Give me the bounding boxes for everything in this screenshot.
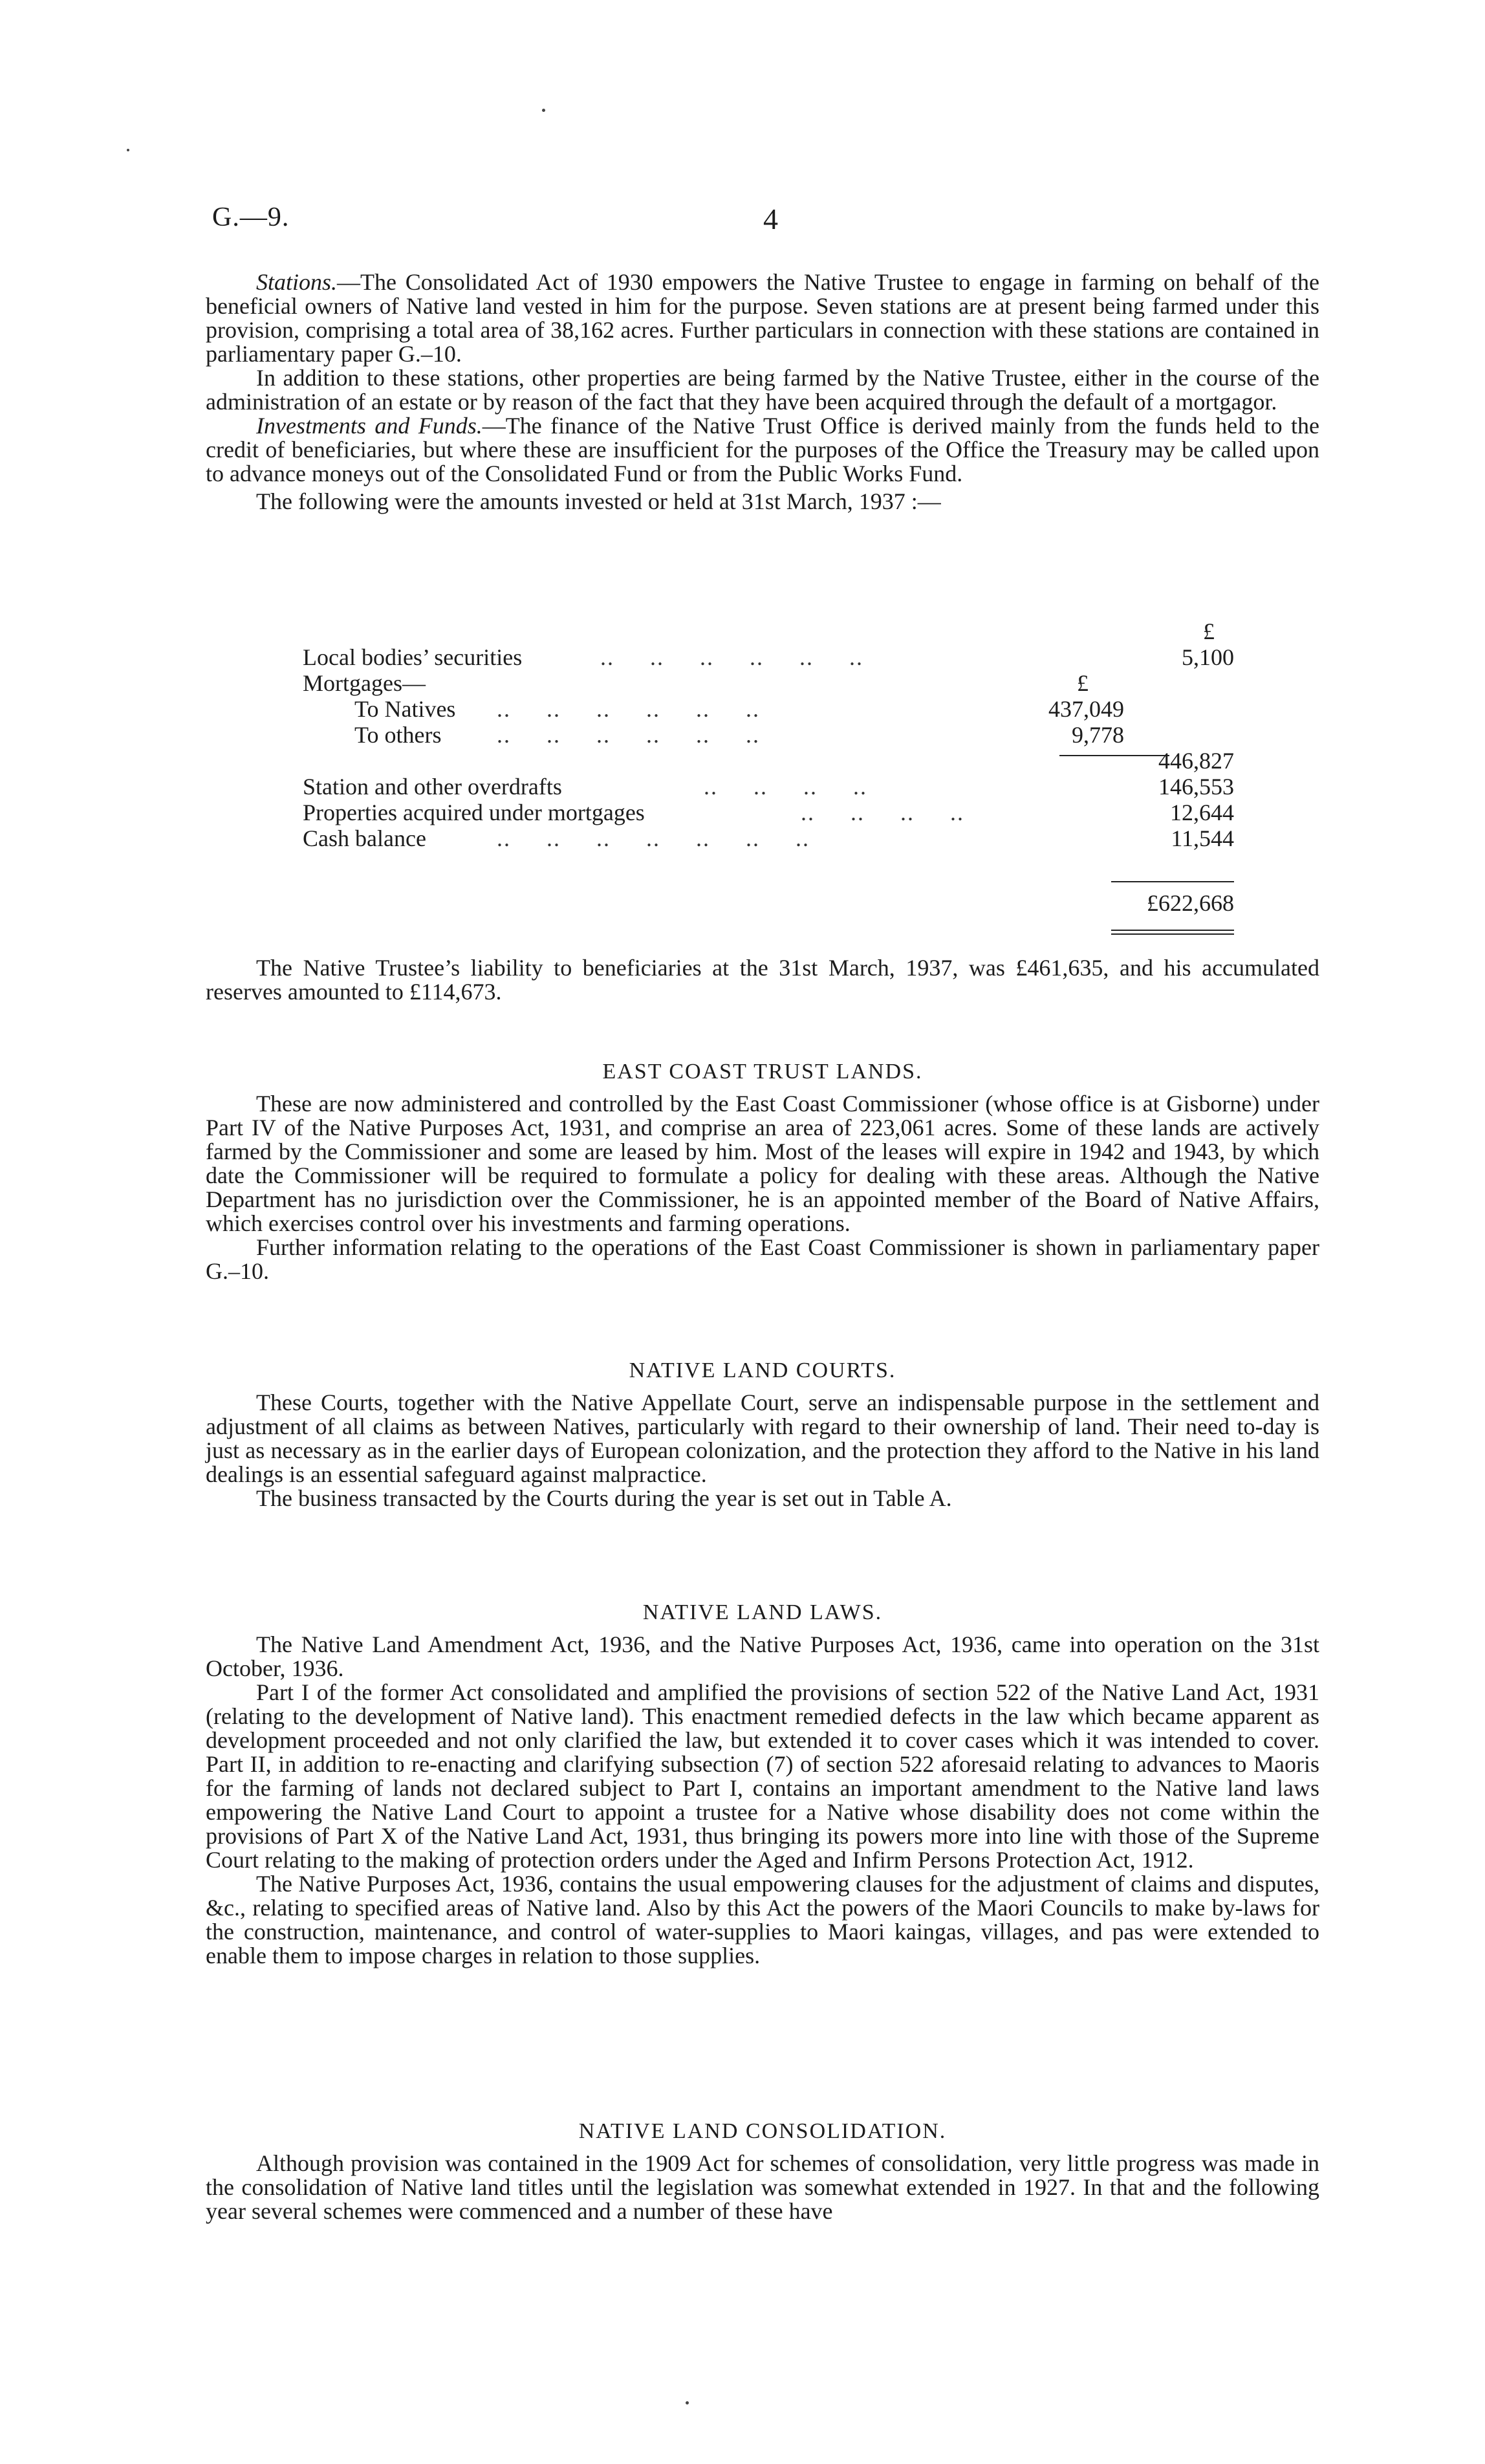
row-label: Cash balance bbox=[303, 825, 426, 851]
table-row: Local bodies’ securities .. .. .. .. .. .. 5,100 bbox=[303, 644, 1234, 670]
liability-paragraph: The Native Trustee’s liability to beneficiaries at the 31st March, 1937, was £461,635, and his accumulated reserves amounted to £114,673. bbox=[206, 955, 1319, 1005]
table-row bbox=[303, 747, 1234, 773]
table-row: Properties acquired under mortgages .. .. .. .. 12,644 bbox=[303, 800, 1234, 825]
row-total: 146,553 bbox=[1158, 774, 1234, 800]
east-coast-paragraph-2: Further information relating to the operations of the East Coast Commissioner is shown in parliamentary paper G.–10. bbox=[206, 1234, 1319, 1284]
mortgages-total: 446,827 bbox=[1158, 748, 1234, 774]
scan-speck bbox=[686, 2401, 689, 2404]
table-row: To others .. .. .. .. .. .. 9,778 bbox=[354, 722, 1124, 748]
row-label: Mortgages— bbox=[303, 670, 426, 696]
section-heading: EAST COAST TRUST LANDS. bbox=[602, 1060, 923, 1084]
row-label: To Natives bbox=[354, 696, 456, 722]
laws-section bbox=[206, 1600, 1319, 1968]
laws-paragraph-3: The Native Purposes Act, 1936, contains the usual empowering clauses for the adjustment of claims and disputes, &c., relating to specified areas of Native land. Also by this Act the powers of the Maori Councils to make by-laws for the construction, maintenance, and control of water-supplies to Maori kaingas, villages, and pas were extended to enable them to impose charges in relation to those supplies. bbox=[206, 1871, 1319, 1968]
east-coast-section bbox=[206, 1060, 1319, 1283]
page-number: 4 bbox=[763, 202, 778, 235]
currency-header: £ bbox=[1203, 618, 1215, 644]
row-amount: 9,778 bbox=[1072, 722, 1124, 748]
stations-lead: Stations. bbox=[256, 269, 338, 295]
section-heading: NATIVE LAND CONSOLIDATION. bbox=[578, 2119, 947, 2143]
scan-speck bbox=[127, 149, 129, 151]
laws-paragraph-1: The Native Land Amendment Act, 1936, and the Native Purposes Act, 1936, came into operation on the 31st October, 1936. bbox=[206, 1631, 1319, 1681]
row-label: Local bodies’ securities bbox=[303, 644, 523, 670]
row-total: 12,644 bbox=[1170, 800, 1234, 825]
row-label: Station and other overdrafts bbox=[303, 774, 562, 800]
courts-section bbox=[206, 1358, 1319, 1510]
investments-paragraph-2: The following were the amounts invested or held at 31st March, 1937 :— bbox=[256, 488, 941, 514]
row-label: To others bbox=[354, 722, 442, 748]
table-row bbox=[303, 670, 1234, 695]
investments-lead: Investments and Funds. bbox=[256, 413, 482, 439]
table-row bbox=[303, 889, 1234, 915]
courts-paragraph-2: The business transacted by the Courts during the year is set out in Table A. bbox=[256, 1485, 952, 1511]
table-row: Station and other overdrafts .. .. .. .. 146,553 bbox=[303, 774, 1234, 800]
double-rule-top bbox=[1111, 930, 1234, 931]
table-row: To Natives .. .. .. .. .. .. 437,049 bbox=[354, 696, 1124, 722]
table-row: Cash balance .. .. .. .. .. .. .. 11,544 bbox=[303, 825, 1234, 851]
row-label: Properties acquired under mortgages bbox=[303, 800, 645, 825]
laws-paragraph-2: Part I of the former Act consolidated and amplified the provisions of section 522 of the Native Land Act, 1931 (relating to the development of Native land). This enactment remedied defects in the law which became apparent as development proceeded and not only clarified the law, but extended it to cover cases which it was intended to cover. Part II, in addition to re-enacting and clarifying subsection (7) of section 522 aforesaid relating to advances to Maoris for the farming of lands not declared subject to Part I, contains an important amendment to the Native land laws empowering the Native Land Court to appoint a trustee for a Native whose disability does not come within the provisions of Part X of the Native Land Act, 1931, thus bringing its powers more into line with those of the Supreme Court relating to the making of protection orders under the Aged and Infirm Persons Protection Act, 1912. bbox=[206, 1679, 1319, 1873]
east-coast-paragraph-1: These are now administered and controlled by the East Coast Commissioner (whose office is at Gisborne) under Part IV of the Native Purposes Act, 1931, and comprise an area of 223,061 acres. Some of these lands are actively farmed by the Commissioner and some are leased by him. Most of the leases will expire in 1942 and 1943, by which date the Commissioner will be required to formulate a policy for dealing with these areas. Although the Native Department has no jurisdiction over the Commissioner, he is an appointed member of the Board of Native Affairs, which exercises control over his investments and farming operations. bbox=[206, 1091, 1319, 1236]
stations-section bbox=[206, 270, 1319, 514]
stations-paragraph-2: In addition to these stations, other properties are being farmed by the Native Trustee, either in the course of the administration of an estate or by reason of the fact that they have been acquired through the default of a mortgagor. bbox=[206, 365, 1319, 415]
liability-section bbox=[206, 956, 1319, 1004]
consolidation-paragraph-1: Although provision was contained in the 1909 Act for schemes of consolidation, very little progress was made in the consolidation of Native land titles until the legislation was somewhat extended in 1927. In that and the following year several schemes were commenced and a number of these have bbox=[206, 2150, 1319, 2224]
scan-speck bbox=[542, 109, 545, 112]
double-rule-bottom bbox=[1111, 933, 1234, 935]
row-amount: 437,049 bbox=[1048, 696, 1124, 722]
row-total: 5,100 bbox=[1182, 644, 1234, 670]
sub-currency-header: £ bbox=[1077, 670, 1089, 696]
total-rule bbox=[1111, 881, 1234, 882]
section-heading: NATIVE LAND COURTS. bbox=[629, 1358, 896, 1382]
grand-total: £622,668 bbox=[1147, 890, 1234, 916]
paper-reference: G.—9. bbox=[212, 202, 290, 232]
section-heading: NATIVE LAND LAWS. bbox=[642, 1600, 883, 1624]
investments-paragraph-1: Investments and Funds.—The finance of the Native Trust Office is derived mainly from the funds held to the credit of beneficiaries, but where these are insufficient for the purposes of the Office the Treasury may be called upon to advance moneys out of the Consolidated Fund or from the Public Works Fund. bbox=[206, 413, 1320, 486]
row-total: 11,544 bbox=[1171, 825, 1234, 851]
stations-paragraph-1: Stations.—The Consolidated Act of 1930 empowers the Native Trustee to engage in farming on behalf of the beneficial owners of Native land vested in him for the purpose. Seven stations are at present being farmed under this provision, comprising a total area of 38,162 acres. Further particulars in connection with these stations are contained in parliamentary paper G.–10. bbox=[206, 269, 1319, 367]
consolidation-section bbox=[206, 2119, 1319, 2223]
courts-paragraph-1: These Courts, together with the Native Appellate Court, serve an indispensable purpose in the settlement and adjustment of all claims as between Natives, particularly with regard to their ownership of land. Their need to-day is just as necessary as in the earlier days of European colonization, and the protection they afford to the Native in his land dealings is an essential safeguard against malpractice. bbox=[206, 1390, 1319, 1487]
